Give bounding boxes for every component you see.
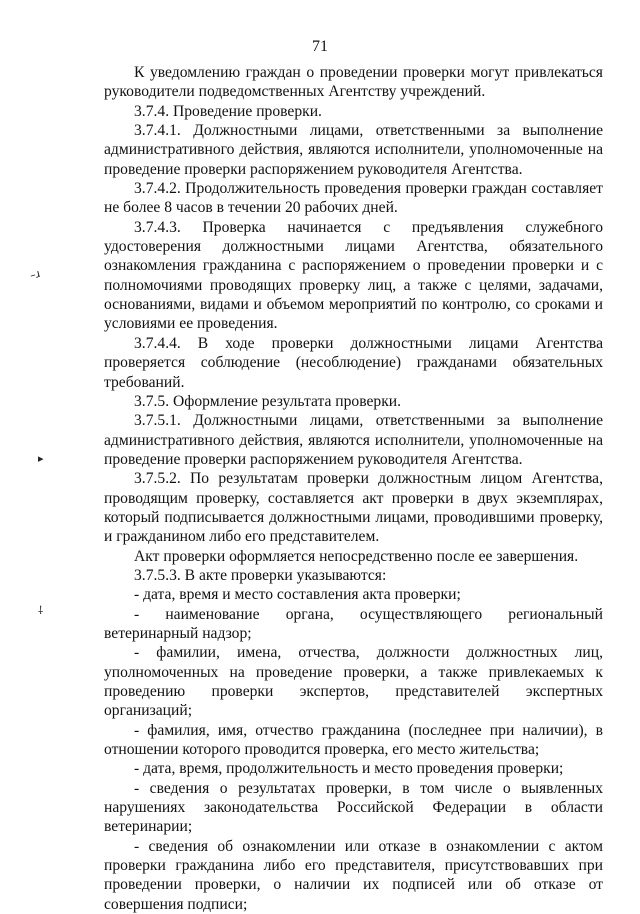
margin-scan-mark: –ɹ (28, 266, 42, 283)
list-item: - фамилии, имена, отчества, должности должностных лиц, уполномоченных на проведение проверки, а также привлекаемых к проведению проверки экспертов, представителей экспертных организаций; (104, 644, 603, 720)
paragraph: 3.7.4.3. Проверка начинается с предъявления служебного удостоверения должностными лицами Агентства, обязательного ознакомления гражданина с распоряжением о проведении проверки и с полномочиями проводящих проверку лиц, а также с целями, задачами, основаниями, видами и объемом мероприятий по контролю, со сроками и условиями ее проведения. (104, 218, 603, 333)
paragraph: 3.7.4.4. В ходе проверки должностными лицами Агентства проверяется соблюдение (несоблюдение) гражданами обязательных требований. (104, 334, 603, 391)
list-item: - дата, время, продолжительность и место проведения проверки; (134, 760, 564, 778)
paragraph: Акт проверки оформляется непосредственно после ее завершения. (134, 547, 579, 565)
margin-scan-mark: ▸ (38, 452, 44, 465)
list-item: - сведения об ознакомлении или отказе в ознакомлении с актом проверки гражданина либо его представителя, присутствовавших при проведении проверки, о наличии их подписей или об отказе от совершения подписи; (104, 837, 603, 913)
paragraph: К уведомлению граждан о проведении проверки могут привлекаться руководители подведомственных Агентству учреждений. (104, 64, 603, 101)
list-item: - фамилия, имя, отчество гражданина (последнее при наличии), в отношении которого проводится проверка, его место жительства; (104, 721, 603, 759)
list-item: - сведения о результатах проверки, в том числе о выявленных нарушениях законодательства Российской Федерации в области ветеринарии; (104, 779, 603, 836)
page-number: 71 (312, 38, 328, 55)
section-heading: 3.7.5. Оформление результата проверки. (134, 392, 402, 410)
paragraph: 3.7.5.1. Должностными лицами, ответственными за выполнение административного действия, являются исполнители, уполномоченные на проведение проверки распоряжением руководителя Агентства. (104, 412, 603, 468)
paragraph: 3.7.4.2. Продолжительность проведения проверки граждан составляет не более 8 часов в течении 20 рабочих дней. (104, 180, 603, 217)
paragraph: 3.7.5.2. По результатам проверки должностным лицом Агентства, проводящим проверку, составляется акт проверки в двух экземплярах, который подписывается должностными лицами, проводившими проверку, и гражданином либо его представителем. (104, 470, 603, 546)
document-body (104, 63, 603, 914)
paragraph: 3.7.4.1. Должностными лицами, ответственными за выполнение административного действия, являются исполнители, уполномоченные на проведение проверки распоряжением руководителя Агентства. (104, 122, 603, 178)
paragraph: 3.7.5.3. В акте проверки указываются: (134, 566, 387, 584)
list-item: - наименование органа, осуществляющего региональный ветеринарный надзор; (104, 605, 603, 642)
section-heading: 3.7.4. Проведение проверки. (134, 102, 322, 120)
list-item: - дата, время и место составления акта проверки; (134, 586, 461, 604)
margin-scan-mark: ⸸ (38, 604, 44, 617)
